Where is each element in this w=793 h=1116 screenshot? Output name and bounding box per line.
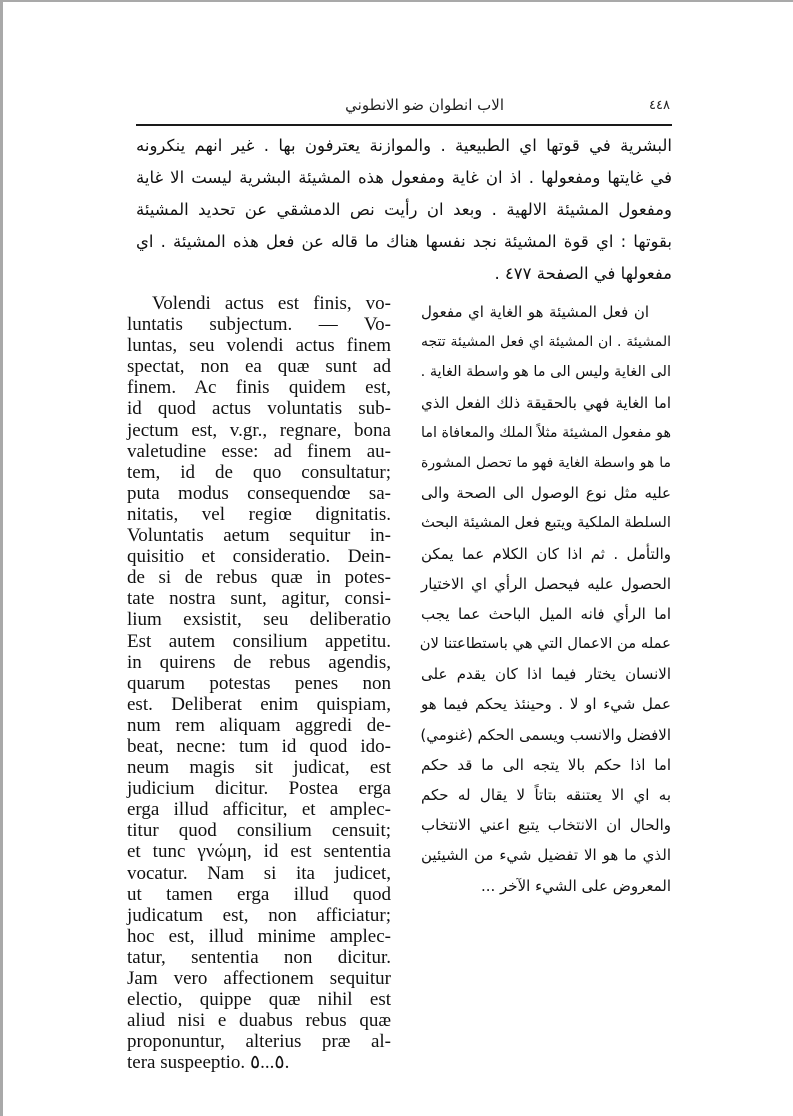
text-line: الى الغاية وليس الى ما هو واسطة الغاية . xyxy=(420,364,671,381)
text-line: الذي ما هو الا تفضيل شيء من الشيئين xyxy=(421,846,671,865)
text-line: ut tamen erga illud quod xyxy=(127,883,391,905)
text-line: عمل شيء او لا . وحينئذ يحكم فيما هو xyxy=(421,695,671,714)
text-line: aliud nisi e duabus rebus quæ xyxy=(127,1010,391,1032)
running-head xyxy=(136,94,672,122)
text-line: est. Deliberat enim quispiam, xyxy=(127,693,391,715)
text-line: السلطة الملكية ويتبع فعل المشيئة البحث xyxy=(420,514,671,532)
text-line: de si de rebus quæ in potes- xyxy=(127,567,391,589)
text-line: neum magis sit judicat, est xyxy=(127,757,391,779)
text-line: اما الغاية فهي بالحقيقة ذلك الفعل الذي xyxy=(421,393,671,412)
text-line: الافضل والانسب ويسمى الحكم (غنومي) xyxy=(420,725,671,744)
text-line: hoc est, illud minime amplec- xyxy=(127,925,391,947)
text-line: luntas, seu volendi actus finem xyxy=(127,335,391,357)
text-line: اما الرأي فانه الميل الباحث عما يجب xyxy=(421,604,671,623)
text-line: lium exsistit, seu deliberatio xyxy=(127,609,391,631)
text-line: tatur, sententia non dicitur. xyxy=(127,946,391,968)
text-line: في غايتها ومفعولها . اذ ان غاية ومفعول هذه المشيئة البشرية ليست الا غاية xyxy=(136,168,672,187)
text-line: judicium dicitur. Postea erga xyxy=(127,778,391,800)
text-line: والحال ان الانتخاب يتبع اعني الانتخاب xyxy=(421,816,671,835)
text-line: tem, id de quo consultatur; xyxy=(127,461,391,483)
text-line: valetudine esse: ad finem au- xyxy=(127,440,391,462)
text-line: Volendi actus est finis, vo- xyxy=(152,293,391,314)
text-line: num rem aliquam aggredi de- xyxy=(127,714,391,736)
text-line: in quirens de rebus agendis, xyxy=(127,651,391,673)
text-line: spectat, non ea quæ sunt ad xyxy=(127,356,391,378)
text-line: id quod actus voluntatis sub- xyxy=(127,398,391,420)
text-line: tera suspeeptio. ٥...٥. xyxy=(127,1052,290,1074)
text-line: luntatis subjectum. — Vo- xyxy=(127,314,391,336)
text-line: به اي الا يعتنقه بتاتاً لا يقال له حكم xyxy=(421,786,671,804)
text-line: puta modus consequendœ sa- xyxy=(127,482,391,504)
text-line: Jam vero affectionem sequitur xyxy=(127,968,391,989)
text-line: quisitio et consideratio. Dein- xyxy=(127,546,391,568)
running-title: الاب انطوان ضو الانطوني xyxy=(345,96,504,114)
text-line: هو مفعول المشيئة مثلاً الملك والمعافاة اما xyxy=(421,424,671,441)
text-line: judicatum est, non afficiatur; xyxy=(127,904,391,926)
text-line: quarum potestas penes non xyxy=(127,672,391,694)
text-line: بقوتها : اي قوة المشيئة نجد نفسها هناك ما قاله عن فعل هذه المشيئة . اي xyxy=(136,232,672,251)
page-number: ٤٤٨ xyxy=(649,98,670,113)
text-line: ومفعول المشيئة الالهية . وبعد ان رأيت نص الدمشقي عن تحديد المشيئة xyxy=(136,200,672,219)
text-line: nitatis, vel regiœ dignitatis. xyxy=(127,503,391,525)
text-line: jectum est, v.gr., regnare, bona xyxy=(127,419,391,441)
text-line: electio, quippe quæ nihil est xyxy=(127,989,391,1011)
text-line: عمله من الاعمال التي هي باستطاعتنا لان xyxy=(419,635,671,653)
text-line: titur quod consilium censuit; xyxy=(127,820,391,842)
text-line: اما اذا حكم بالا يتجه الى ما قد حكم xyxy=(421,755,671,774)
text-line: beat, necne: tum id quod ido- xyxy=(127,735,391,757)
text-line: vocatur. Nam si ita judicet, xyxy=(127,862,391,884)
latin-column xyxy=(127,293,391,1073)
text-line: et tunc γνώμη, id est sententia xyxy=(127,841,391,863)
text-line: البشرية في قوتها اي الطبيعية . والموازنة يعترفون بها . غير انهم ينكرونه xyxy=(136,136,672,155)
text-line: المشيئة . ان المشيئة اي فعل المشيئة تتجه xyxy=(421,334,671,351)
text-line: proponuntur, alterius præ al- xyxy=(127,1031,391,1053)
text-line: Est autem consilium appetitu. xyxy=(127,630,391,652)
text-line: Voluntatis aetum sequitur in- xyxy=(127,525,391,547)
arabic-column xyxy=(421,297,671,901)
text-line: ما هو واسطة الغاية فهو ما تحصل المشورة xyxy=(421,454,671,471)
text-line: مفعولها في الصفحة ٤٧٧ . xyxy=(494,264,672,283)
text-line: الحصول عليه فيحصل الرأي اي الاختيار xyxy=(421,574,671,593)
text-line: الانسان يختار فيما اذا كان يقدم على xyxy=(421,665,671,684)
text-line: المعروض على الشيء الآخر ... xyxy=(480,876,671,895)
text-line: ان فعل المشيئة هو الغاية اي مفعول xyxy=(421,303,649,321)
header-rule xyxy=(136,124,672,126)
text-line: tate nostra sunt, agitur, consi- xyxy=(127,588,391,610)
text-line: finem. Ac finis quidem est, xyxy=(127,377,391,399)
text-line: erga illud afficitur, et amplec- xyxy=(127,799,391,821)
text-line: والتأمل . ثم اذا كان الكلام عما يمكن xyxy=(421,544,671,563)
top-arabic-paragraph xyxy=(136,130,672,290)
text-line: عليه مثل نوع الوصول الى الصحة والى xyxy=(421,484,671,503)
